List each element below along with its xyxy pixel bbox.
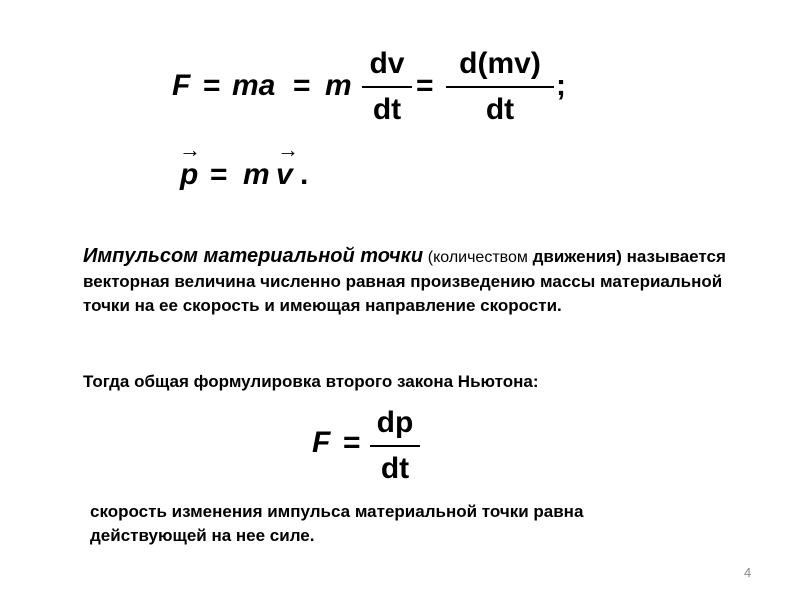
fraction-bar — [362, 86, 412, 88]
formula-3 — [0, 400, 800, 495]
vector-arrow-v: → — [277, 137, 299, 162]
formula-1-m: m — [325, 69, 352, 102]
definition-text: движения) называется векторная величина численно равная произведению массы материальной точки на ее скорость и имеющая направление скорости. — [83, 247, 726, 315]
formula-1-fraction-1-denominator: dt — [372, 93, 402, 126]
formula-2-eq: = — [210, 158, 228, 191]
formula-3-fraction — [370, 403, 420, 489]
formula-2-p: p — [180, 158, 199, 191]
formula-1-ma: ma — [232, 69, 276, 102]
formula-2 — [0, 135, 800, 205]
vector-arrow-p: → — [179, 137, 201, 162]
conclusion-paragraph: скорость изменения импульса материальной точки равна действующей на нее силе. — [90, 502, 584, 545]
formula-1-F: F — [172, 69, 191, 102]
formula-1-eq-2: = — [293, 69, 311, 102]
formula-3-denominator: dt — [380, 452, 410, 485]
definition-paren: (количеством — [427, 249, 528, 266]
fraction-bar — [370, 445, 420, 447]
formula-1 — [0, 0, 800, 140]
formula-1-fraction-1 — [362, 44, 412, 130]
formula-2-dot: . — [300, 158, 309, 191]
fraction-bar — [446, 86, 554, 88]
formula-3-eq: = — [343, 426, 361, 459]
definition-paragraph — [83, 244, 733, 318]
formula-1-fraction-2-denominator: dt — [485, 93, 515, 126]
definition-term: Импульсом материальной точки — [83, 245, 424, 267]
formula-2-v: v — [276, 158, 293, 191]
newton-law-intro: Тогда общая формулировка второго закона Ньютона: — [83, 372, 539, 391]
formula-3-numerator: dp — [376, 406, 414, 439]
formula-1-fraction-2 — [446, 44, 554, 130]
formula-1-semicolon: ; — [556, 69, 566, 102]
formula-1-eq-1: = — [203, 69, 221, 102]
formula-3-F: F — [312, 426, 331, 459]
formula-1-fraction-2-numerator: d(mv) — [459, 47, 541, 80]
page-number: 4 — [744, 565, 752, 580]
formula-1-eq-3: = — [416, 69, 434, 102]
formula-1-fraction-1-numerator: dv — [369, 47, 405, 80]
formula-2-m: m — [243, 158, 270, 191]
